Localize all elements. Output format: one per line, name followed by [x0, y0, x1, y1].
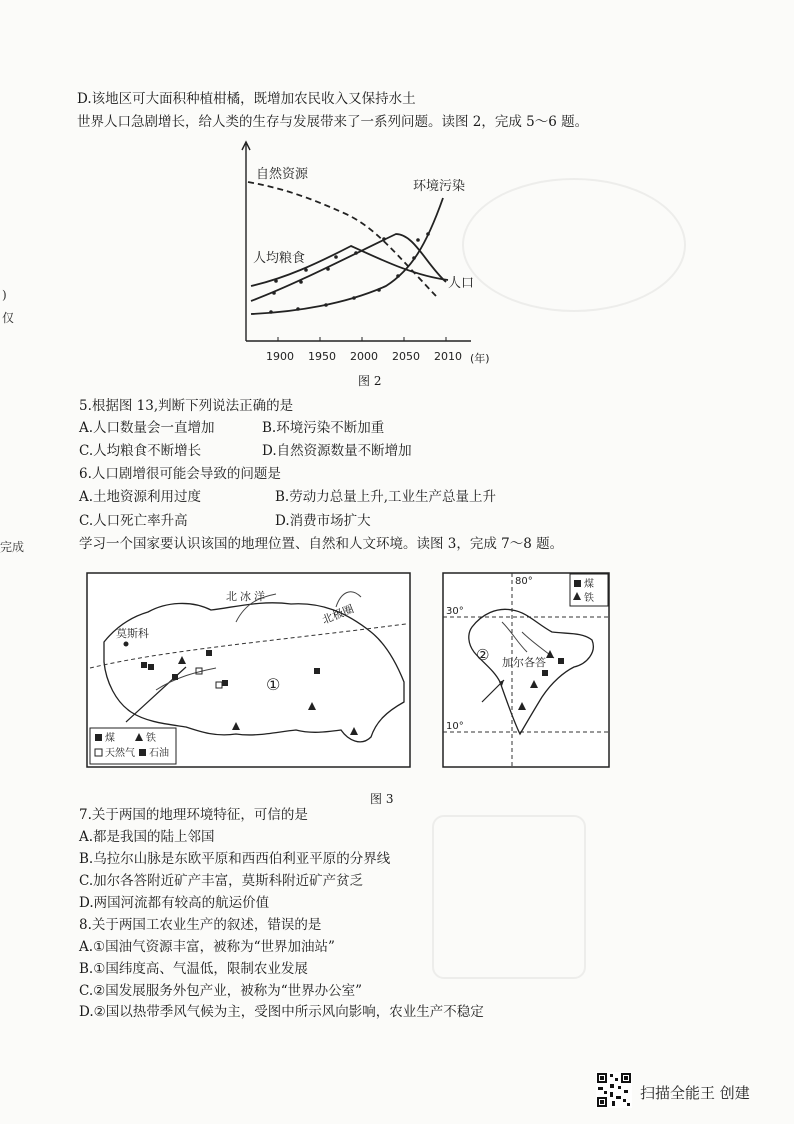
x-tick-label: 1950 — [308, 350, 336, 363]
q8-option-b: B.①国纬度高、气温低，限制农业发展 — [79, 961, 308, 977]
x-tick-label: 1900 — [266, 350, 294, 363]
label-lat-30: 30° — [446, 606, 464, 617]
q5-stem: 5.根据图 13,判断下列说法正确的是 — [79, 398, 294, 414]
map-russia — [86, 572, 411, 768]
x-unit: (年) — [470, 352, 490, 365]
figure3-caption: 图 3 — [370, 792, 394, 806]
legend-gas: 天然气 — [105, 748, 135, 759]
coal-symbol — [542, 670, 548, 676]
q7-option-a: A.都是我国的陆上邻国 — [79, 829, 215, 845]
curve-marker — [396, 274, 400, 278]
q8-option-a: A.①国油气资源丰富，被称为“世界加油站” — [79, 939, 335, 955]
curve-marker — [269, 310, 273, 314]
q7-option-b: B.乌拉尔山脉是东欧平原和西西伯利亚平原的分界线 — [79, 851, 391, 867]
moscow-marker — [124, 642, 129, 647]
q6-option-b: B.劳动力总量上升,工业生产总量上升 — [275, 489, 497, 505]
curve-marker — [352, 296, 356, 300]
q6-stem: 6.人口剧增很可能会导致的问题是 — [79, 466, 281, 482]
option-d-text: D.该地区可大面积种植柑橘，既增加农民收入又保持水土 — [77, 91, 416, 107]
coal-symbol — [141, 662, 147, 668]
curve-marker — [296, 307, 300, 311]
map-india — [442, 572, 610, 768]
oil-symbol — [222, 680, 228, 686]
legend-coal: 煤 — [584, 579, 594, 590]
q5-option-a: A.人口数量会一直增加 — [79, 420, 215, 436]
label-country-1: ① — [266, 675, 281, 694]
q8-option-c: C.②国发展服务外包产业，被称为“世界办公室” — [79, 983, 363, 999]
curve-marker — [416, 238, 420, 242]
curve-marker — [354, 251, 358, 255]
label-moscow: 莫斯科 — [116, 627, 149, 640]
curve-marker — [299, 280, 303, 284]
curve-marker — [426, 232, 430, 236]
q8-stem: 8.关于两国工农业生产的叙述，错误的是 — [79, 917, 322, 933]
label-arctic-ocean: 北冰洋 — [226, 590, 268, 603]
legend-oil: 石油 — [149, 748, 169, 759]
q5-option-c: C.人均粮食不断增长 — [79, 443, 202, 459]
label-lat-10: 10° — [446, 721, 464, 732]
q7-stem: 7.关于两国的地理环境特征，可信的是 — [79, 807, 308, 823]
series-population-line — [251, 234, 446, 301]
label-population: 人口 — [448, 276, 475, 291]
margin-fragment: ) — [2, 288, 7, 302]
q6-option-c: C.人口死亡率升高 — [79, 513, 188, 529]
coal-symbol — [148, 664, 154, 670]
curve-marker — [272, 291, 276, 295]
coal-symbol — [314, 668, 320, 674]
legend-coal-icon — [574, 580, 581, 587]
curve-marker — [274, 279, 278, 283]
bleed-through-circle — [432, 815, 586, 979]
scanner-watermark: 扫描全能王 创建 — [640, 1084, 750, 1102]
legend-iron: 铁 — [146, 733, 156, 744]
x-tick-label: 2050 — [392, 350, 420, 363]
label-pollution: 环境污染 — [413, 179, 466, 194]
label-resources: 自然资源 — [256, 167, 309, 182]
figure2-caption: 图 2 — [358, 374, 382, 388]
label-food: 人均粮食 — [253, 251, 306, 266]
q7-option-c: C.加尔各答附近矿产丰富，莫斯科附近矿产贫乏 — [79, 873, 364, 889]
q7-option-d: D.两国河流都有较高的航运价值 — [79, 895, 270, 911]
legend-coal-icon — [95, 734, 102, 741]
legend-oil-icon — [139, 749, 146, 756]
curve-marker — [304, 268, 308, 272]
curve-marker — [412, 256, 416, 260]
label-lon-80: 80° — [515, 576, 533, 587]
coal-symbol — [558, 658, 564, 664]
curve-marker — [324, 303, 328, 307]
curve-marker — [382, 237, 386, 241]
legend-coal: 煤 — [105, 733, 115, 744]
country-intro: 学习一个国家要认识该国的地理位置、自然和人文环境。读图 3，完成 7～8 题。 — [79, 536, 564, 552]
label-kolkata: 加尔各答 — [502, 656, 546, 669]
q5-option-d: D.自然资源数量不断增加 — [262, 443, 412, 459]
legend-iron: 铁 — [584, 593, 594, 604]
label-country-2: ② — [476, 646, 490, 664]
q6-option-d: D.消费市场扩大 — [275, 513, 371, 529]
oil-symbol — [172, 674, 178, 680]
margin-fragment: 仅 — [2, 311, 15, 325]
curve-marker — [326, 267, 330, 271]
curve-marker — [334, 255, 338, 259]
margin-fragment: 完成 — [0, 540, 25, 554]
x-tick-label: 2010 — [434, 350, 462, 363]
q8-option-d: D.②国以热带季风气候为主，受图中所示风向影响，农业生产不稳定 — [79, 1004, 484, 1020]
curve-marker — [377, 288, 381, 292]
label-arctic-circle: 北极圈 — [320, 602, 356, 627]
coal-symbol — [206, 650, 212, 656]
figure2-chart — [236, 136, 516, 368]
q5-option-b: B.环境污染不断加重 — [262, 420, 385, 436]
qr-code-icon — [596, 1072, 632, 1108]
population-intro: 世界人口急剧增长，给人类的生存与发展带来了一系列问题。读图 2，完成 5～6 题。 — [77, 114, 589, 130]
x-tick-label: 2000 — [350, 350, 378, 363]
q6-option-a: A.土地资源利用过度 — [79, 489, 202, 505]
